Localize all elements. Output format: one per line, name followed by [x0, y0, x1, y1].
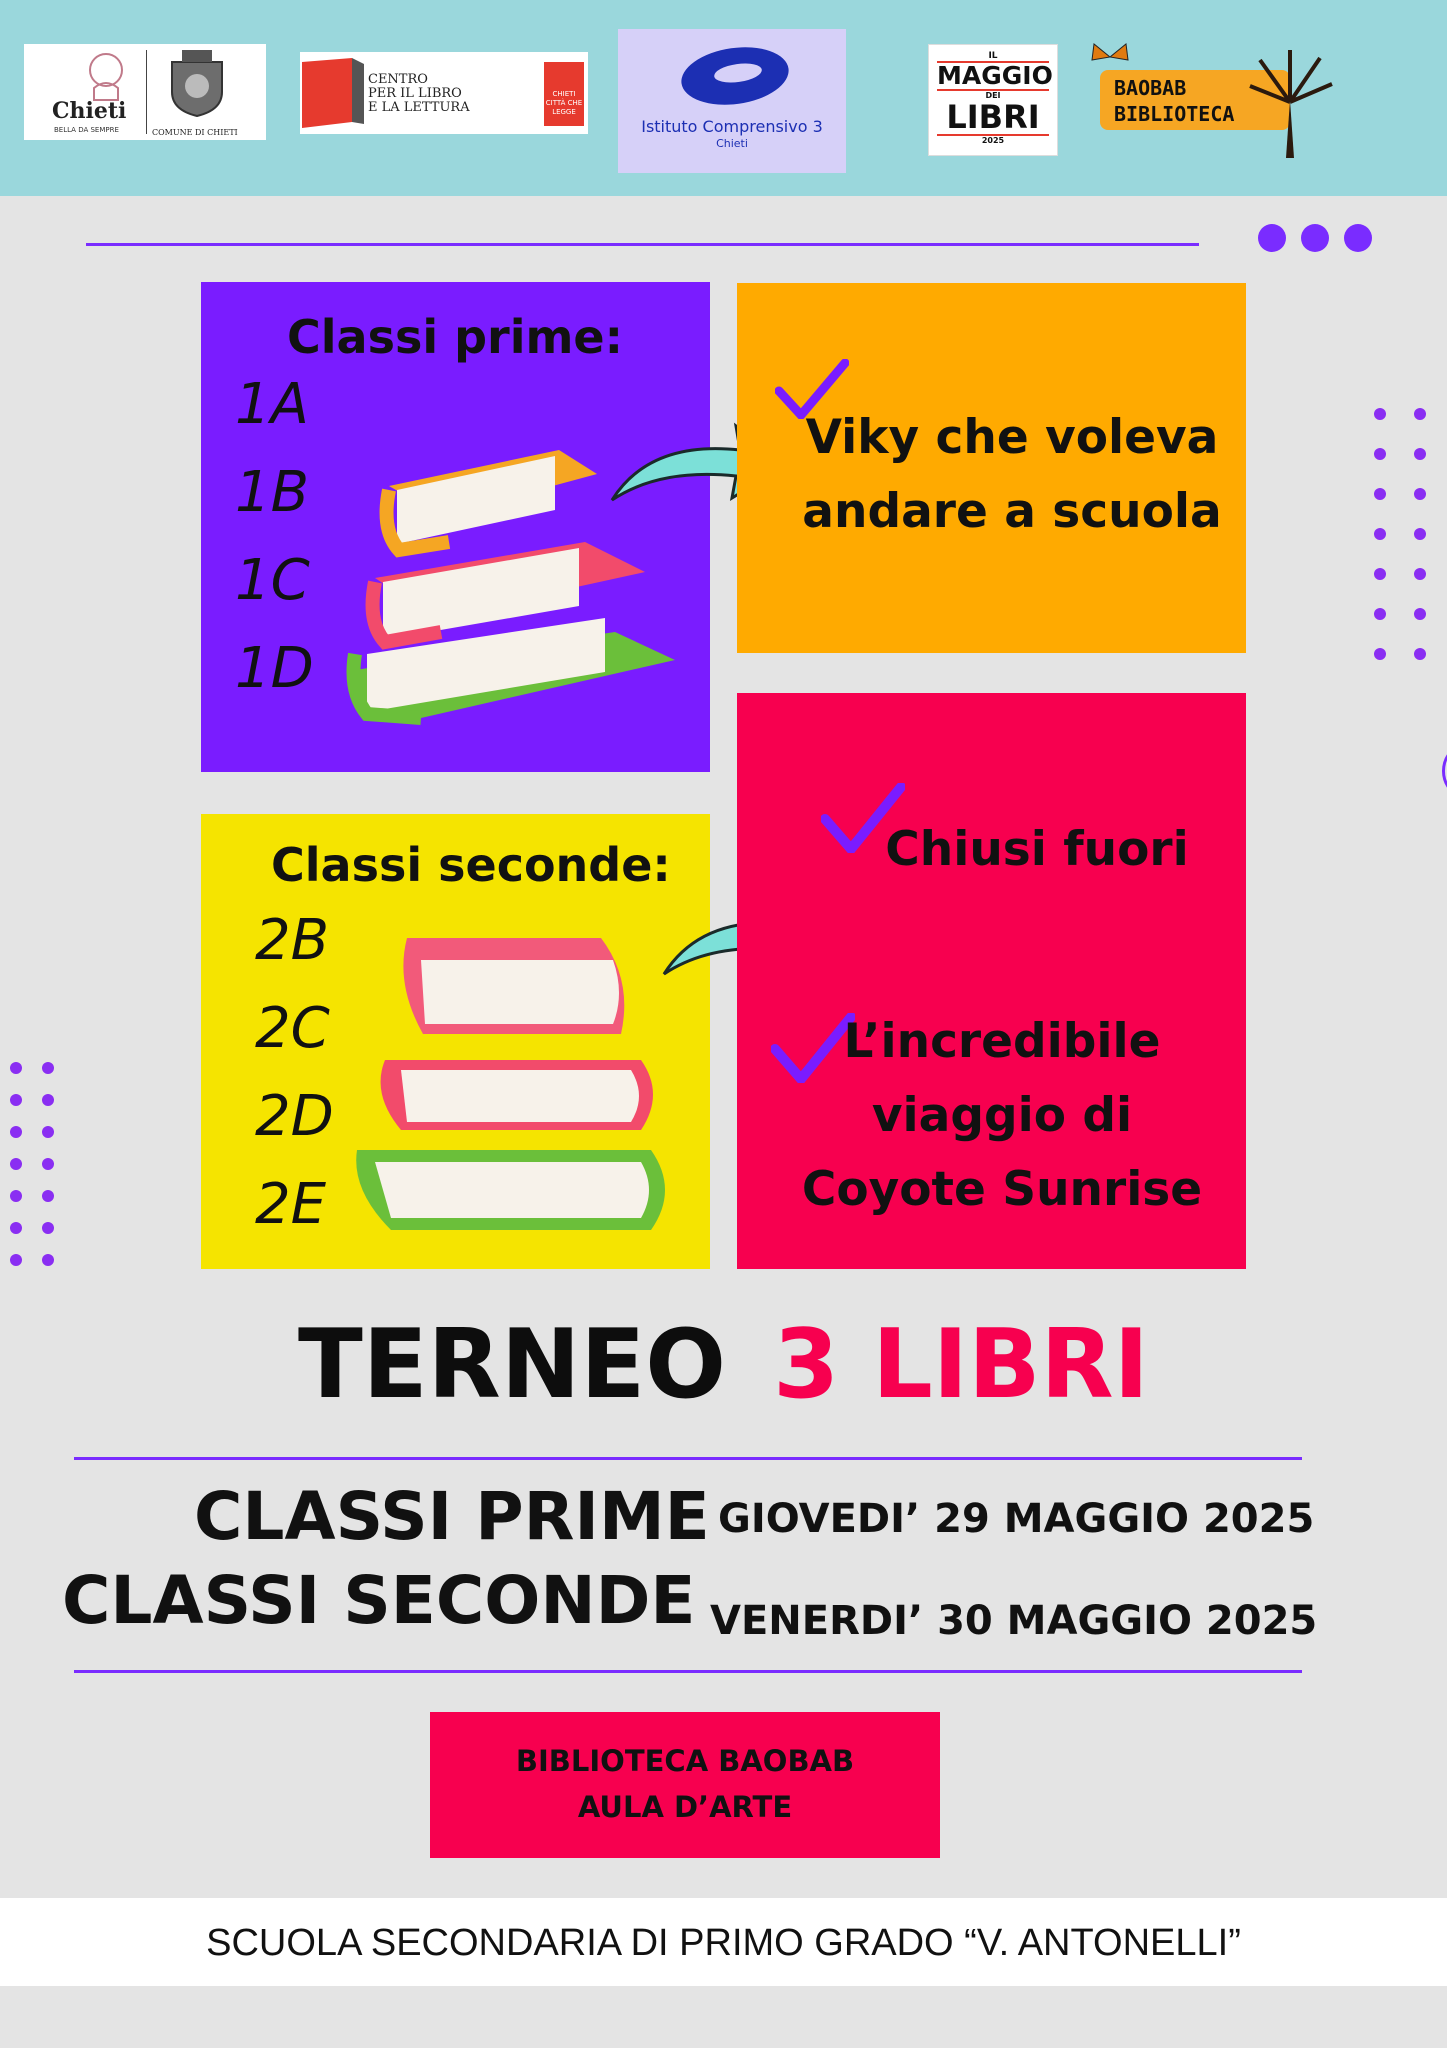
book-title-chiusi: Chiusi fuori: [885, 822, 1189, 877]
schedule-label-prime: CLASSI PRIME: [194, 1478, 710, 1555]
red-book-icon: [302, 58, 364, 128]
butterfly-icon: [1090, 40, 1130, 74]
prime-panel: [201, 282, 710, 772]
schedule-date-seconde: VENERDI’ 30 MAGGIO 2025: [710, 1598, 1318, 1644]
logo-divider: [146, 50, 147, 134]
title-part2: 3 LIBRI: [773, 1310, 1150, 1420]
book-stack-icon: [351, 924, 681, 1264]
istituto-name: Istituto Comprensivo 3: [641, 117, 823, 136]
centro-line3: E LA LETTURA: [368, 100, 470, 115]
class-2c: 2C: [255, 996, 330, 1061]
maggio-dei: DEI: [937, 89, 1049, 100]
venue-box: [430, 1712, 940, 1858]
book-title-line: andare a scuola: [802, 484, 1222, 539]
baobab-line2: BIBLIOTECA: [1114, 102, 1235, 126]
decor-dot: [1344, 224, 1372, 252]
class-2e: 2E: [255, 1172, 327, 1237]
seconde-panel: [201, 814, 710, 1269]
comune-label: COMUNE DI CHIETI: [152, 128, 238, 137]
centro-line2: PER IL LIBRO: [368, 86, 462, 101]
class-1d: 1D: [235, 636, 314, 701]
centro-line1: CENTRO: [368, 72, 428, 87]
top-rule: [86, 243, 1199, 246]
class-2b: 2B: [255, 908, 330, 973]
citta-badge-text: CHIETI CITTÀ CHE LEGGE: [545, 90, 583, 116]
schedule-rule-top: [74, 1457, 1302, 1460]
book-title-line: Viky che voleva: [805, 410, 1219, 465]
maggio-il: IL: [988, 51, 998, 61]
chieti-tagline: BELLA DA SEMPRE: [54, 126, 119, 134]
book-title-line: viaggio di: [871, 1088, 1133, 1143]
book-panel-prime: [737, 283, 1246, 653]
book-title-line: L’incredibile: [843, 1014, 1161, 1069]
comune-crest-icon: [164, 48, 230, 118]
chieti-wordmark: Chieti: [52, 98, 127, 124]
istituto-city: Chieti: [716, 137, 748, 150]
left-dot-grid: [10, 1062, 60, 1272]
edge-circle: [1442, 748, 1447, 794]
book-panel-seconde: [737, 693, 1246, 1269]
class-1a: 1A: [235, 372, 309, 437]
centro-libro-logo: [300, 52, 588, 134]
venue-line2: AULA D’ARTE: [577, 1790, 793, 1824]
right-dot-grid: [1374, 408, 1434, 668]
chieti-head-icon: [82, 48, 130, 102]
chieti-logo: [24, 44, 266, 140]
istituto-logo: [618, 29, 846, 173]
main-title: [0, 1310, 1447, 1420]
title-part1: TERNEO: [297, 1310, 726, 1420]
class-1b: 1B: [235, 460, 310, 525]
footer-school-name: SCUOLA SECONDARIA DI PRIMO GRADO “V. ANTONELLI”: [206, 1922, 1241, 1964]
baobab-tree-icon: [1240, 40, 1340, 160]
seconde-heading: Classi seconde:: [271, 838, 671, 892]
venue-line1: BIBLIOTECA BAOBAB: [515, 1744, 855, 1778]
blue-swirl-icon: [676, 41, 794, 111]
baobab-line1: BAOBAB: [1114, 76, 1187, 100]
maggio-year: 2025: [981, 136, 1005, 145]
book-title-line: Coyote Sunrise: [801, 1162, 1203, 1217]
class-2d: 2D: [255, 1084, 334, 1149]
maggio-word: MAGGIO: [937, 61, 1053, 90]
class-1c: 1C: [235, 548, 310, 613]
maggio-libri-logo: [928, 44, 1058, 156]
maggio-libri-word: LIBRI: [937, 100, 1049, 136]
citta-che-legge-badge: [544, 62, 584, 126]
schedule-label-seconde: CLASSI SECONDE: [62, 1562, 696, 1639]
prime-heading: Classi prime:: [287, 310, 624, 364]
decor-dot: [1258, 224, 1286, 252]
baobab-logo: [1090, 40, 1340, 160]
schedule-rule-bottom: [74, 1670, 1302, 1673]
schedule-date-prime: GIOVEDI’ 29 MAGGIO 2025: [718, 1496, 1315, 1542]
decor-dot: [1301, 224, 1329, 252]
